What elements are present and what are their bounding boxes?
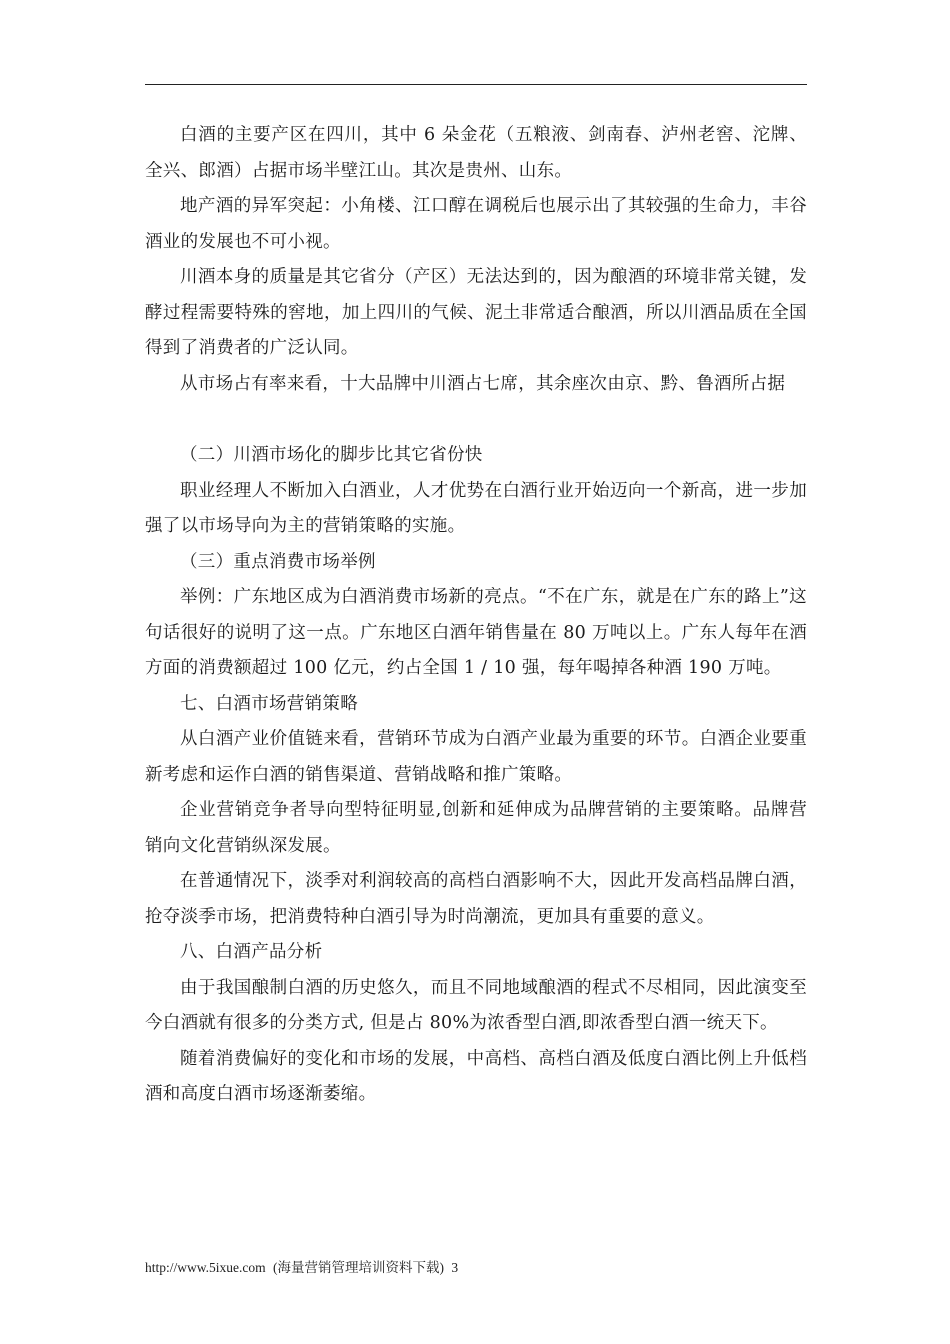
- paragraph: 职业经理人不断加入白酒业，人才优势在白酒行业开始迈向一个新高，进一步加强了以市场导向为主的营销策略的实施。: [145, 480, 807, 536]
- blank-line: [145, 402, 807, 438]
- paragraph: 举例：广东地区成为白酒消费市场新的亮点。“不在广东，就是在广东的路上”这句话很好的说明了这一点。广东地区白酒年销售量在 80 万吨以上。广东人每年在酒方面的消费额超过 100 亿元，约占全国 1 / 10 强，每年喝掉各种酒 190 万吨。: [145, 587, 807, 678]
- paragraph: 白酒的主要产区在四川，其中 6 朵金花（五粮液、剑南春、泸州老窖、沱牌、全兴、郎酒）占据市场半壁江山。其次是贵州、山东。: [145, 125, 807, 181]
- footer-note: (海量营销管理培训资料下载): [273, 1260, 444, 1275]
- section-heading: 八、白酒产品分析: [180, 942, 323, 962]
- section-heading: 七、白酒市场营销策略: [180, 693, 358, 714]
- paragraph: 从白酒产业价值链来看，营销环节成为白酒产业最为重要的环节。白酒企业要重新考虑和运作白酒的销售渠道、营销战略和推广策略。: [145, 729, 807, 785]
- paragraph: 在普通情况下，淡季对利润较高的高档白酒影响不大，因此开发高档品牌白酒，抢夺淡季市场，把消费特种白酒引导为时尚潮流，更加具有重要的意义。: [145, 871, 807, 927]
- paragraph: 从市场占有率来看，十大品牌中川酒占七席，其余座次由京、黔、鲁酒所占据: [180, 373, 786, 394]
- section-heading: （二）川酒市场化的脚步比其它省份快: [180, 445, 483, 465]
- header-rule: [145, 84, 807, 85]
- paragraph: 地产酒的异军突起：小角楼、江口醇在调税后也展示出了其较强的生命力，丰谷酒业的发展也不可小视。: [145, 196, 807, 252]
- page-footer: [145, 1256, 458, 1276]
- paragraph: 企业营销竞争者导向型特征明显,创新和延伸成为品牌营销的主要策略。品牌营销向文化营销纵深发展。: [145, 800, 807, 856]
- page-number: 3: [451, 1260, 459, 1275]
- paragraph: 川酒本身的质量是其它省分（产区）无法达到的，因为酿酒的环境非常关键，发酵过程需要特殊的窖地，加上四川的气候、泥土非常适合酿酒，所以川酒品质在全国得到了消费者的广泛认同。: [145, 267, 807, 358]
- paragraph: 随着消费偏好的变化和市场的发展，中高档、高档白酒及低度白酒比例上升低档酒和高度白酒市场逐渐萎缩。: [145, 1048, 807, 1104]
- paragraph: 由于我国酿制白酒的历史悠久，而且不同地域酿酒的程式不尽相同，因此演变至今白酒就有很多的分类方式, 但是占 80%为浓香型白酒,即浓香型白酒一统天下。: [145, 977, 807, 1033]
- document-body: [145, 118, 807, 1113]
- section-heading: （三）重点消费市场举例: [180, 551, 376, 572]
- footer-link[interactable]: http://www.5ixue.com: [145, 1260, 266, 1275]
